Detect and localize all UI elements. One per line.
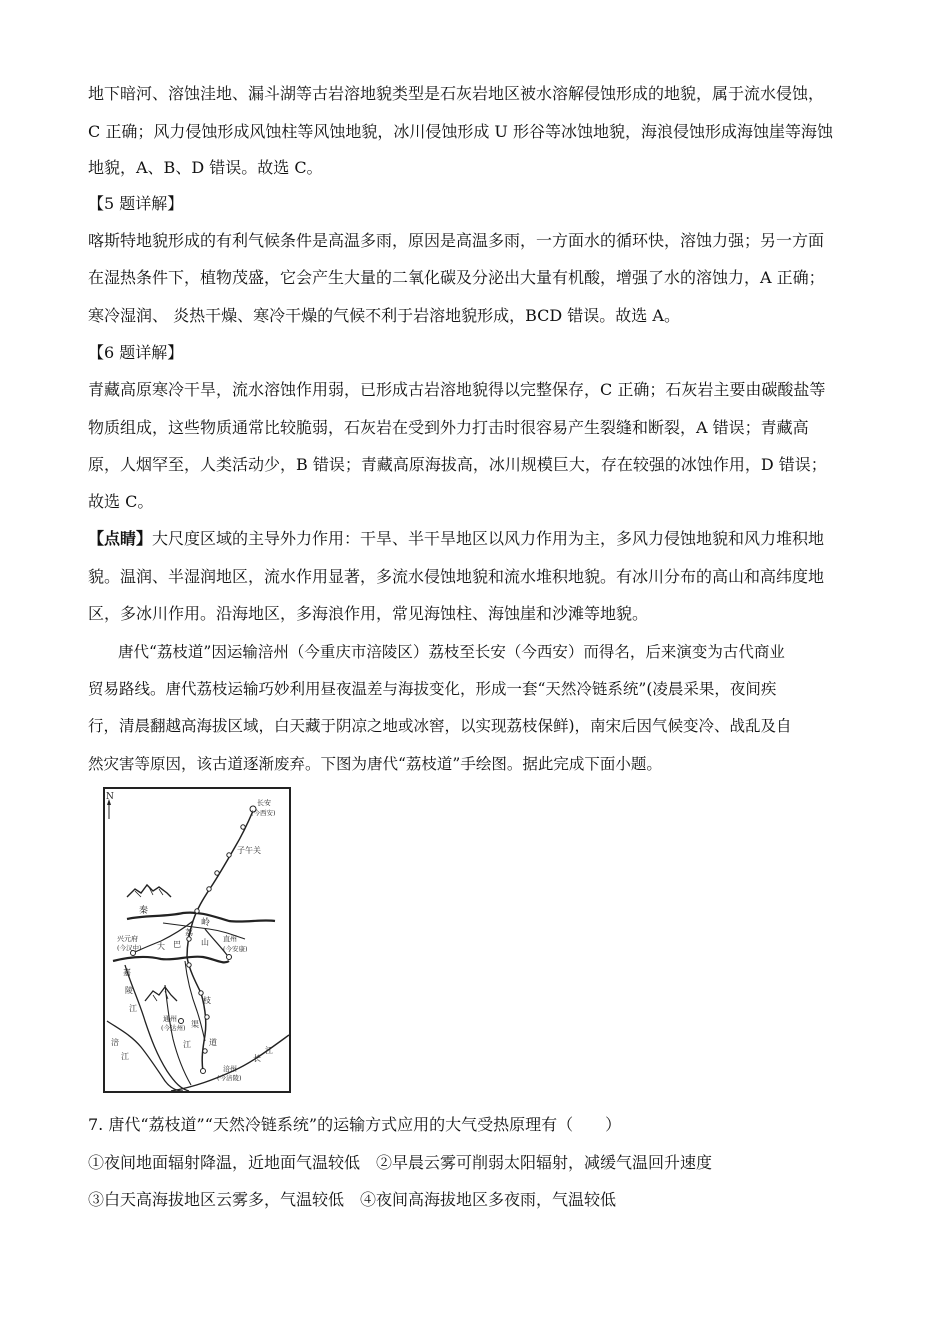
question-options: ①夜间地面辐射降温，近地面气温较低 ②早晨云雾可削弱太阳辐射，减缓气温回升速度: [88, 1153, 713, 1172]
label-ba: 巴: [173, 940, 181, 949]
section-heading: 【6 题详解】: [88, 343, 184, 362]
label-xingyuanfu: 兴元府: [117, 935, 138, 943]
label-chang: 长: [253, 1054, 261, 1063]
label-da: 大: [157, 942, 165, 951]
paragraph-line: 区，多冰川作用。沿海地区，多海浪作用，常见海蚀柱、海蚀崖和沙滩等地貌。: [88, 604, 649, 623]
mountain-icon: [145, 987, 177, 1001]
label-ling: 岭: [201, 918, 211, 928]
label-shan: 山: [201, 938, 209, 947]
lizhi-road-map: [103, 787, 291, 1093]
daba-ridge: [113, 957, 229, 963]
question-stem: 7. 唐代“荔枝道”“天然冷链系统”的运输方式应用的大气受热原理有（ ）: [88, 1115, 622, 1134]
paragraph-line: 地貌，A、B、D 错误。故选 C。: [88, 158, 323, 177]
station: [203, 1049, 207, 1053]
label-jia: 嘉: [123, 968, 131, 977]
label-xingyuanfu-now: (今汉中): [117, 944, 142, 952]
label-tongzhou-now: (今达州): [161, 1024, 186, 1032]
label-zhizhou: 直州: [223, 935, 237, 943]
label-ziwuguan: 子午关: [237, 846, 261, 855]
paragraph-line: 青藏高原寒冷干旱，流水溶蚀作用弱，已形成古岩溶地貌得以完整保存，C 正确；石灰岩主要由碳酸盐等: [88, 380, 826, 399]
label-zhizhou-now: (今安康): [223, 945, 248, 953]
tributary-river: [185, 961, 205, 1041]
label-dao: 道: [209, 1038, 217, 1047]
label-changan-now: (今西安): [251, 809, 276, 817]
station: [187, 937, 191, 941]
intro-line: 唐代“荔枝道”因运输涪州（今重庆市涪陵区）荔枝至长安（今西安）而得名，后来演变为古代商业: [118, 643, 785, 661]
north-label: N: [106, 792, 114, 802]
station: [241, 825, 245, 829]
map-drawing: [105, 789, 289, 1091]
label-jiang1: 江: [129, 1004, 137, 1013]
station: [205, 1015, 209, 1019]
paragraph-line: 地下暗河、溶蚀洼地、漏斗湖等古岩溶地貌类型是石灰岩地区被水溶解侵蚀形成的地貌，属于流水侵蚀，: [88, 84, 825, 103]
section-heading: 【5 题详解】: [88, 194, 184, 213]
paragraph-line: 物质组成，这些物质通常比较脆弱，石灰岩在受到外力打击时很容易产生裂缝和断裂，A 错误；青藏高: [88, 418, 809, 437]
label-jiang3: 江: [265, 1046, 273, 1055]
paragraph-line: 貌。温润、半湿润地区，流水作用显著，多流水侵蚀地貌和流水堆积地貌。有冰川分布的高山和高纬度地: [88, 567, 825, 586]
tip-text: 大尺度区域的主导外力作用：干旱、半干旱地区以风力作用为主，多风力侵蚀地貌和风力堆积地: [152, 529, 825, 548]
question-options: ③白天高海拔地区云雾多，气温较低 ④夜间高海拔地区多夜雨，气温较低: [88, 1190, 617, 1209]
station: [187, 963, 191, 967]
tip-line: [88, 529, 824, 549]
label-fuzhou-now: (今涪陵): [217, 1074, 242, 1082]
label-fuzhou: 涪州: [223, 1065, 237, 1073]
tip-tag: 【点睛】: [88, 529, 153, 548]
qujiang-river: [165, 985, 191, 1085]
station: [215, 871, 219, 875]
label-fu: 涪: [111, 1038, 119, 1047]
station: [199, 991, 203, 995]
paragraph-line: 原，人烟罕至，人类活动少，B 错误；青藏高原海拔高，冰川规模巨大，存在较强的冰蚀作用，D 错误；: [88, 455, 827, 474]
paragraph-line: C 正确；风力侵蚀形成风蚀柱等风蚀地貌，冰川侵蚀形成 U 形谷等冰蚀地貌，海浪侵蚀形成海蚀崖等海蚀: [88, 122, 833, 141]
paragraph-line: 喀斯特地貌形成的有利气候条件是高温多雨，原因是高温多雨，一方面水的循环快，溶蚀力强；另一方面: [88, 231, 825, 250]
paragraph-line: 故选 C。: [88, 492, 154, 511]
mountain-icon: [127, 885, 171, 897]
paragraph-line: 寒冷湿润、 炎热干燥、寒冷干燥的气候不利于岩溶地貌形成，BCD 错误。故选 A。: [88, 306, 680, 325]
label-jiang4: 江: [121, 1052, 129, 1061]
intro-line: 然灾害等原因，该古道逐渐废弃。下图为唐代“荔枝道”手绘图。据此完成下面小题。: [88, 755, 662, 773]
paragraph-line: 在湿热条件下，植物茂盛，它会产生大量的二氧化碳及分泌出大量有机酸，增强了水的溶蚀力，A 正确；: [88, 268, 825, 287]
label-qu: 渠: [191, 1020, 199, 1029]
station: [195, 909, 199, 913]
station-tongzhou: [179, 1019, 184, 1024]
station-zhizhou: [227, 955, 232, 960]
label-zhi: 枝: [203, 996, 211, 1005]
label-jiang2: 江: [183, 1040, 191, 1049]
label-qin: 秦: [139, 906, 149, 916]
intro-line: 贸易路线。唐代荔枝运输巧妙利用昼夜温差与海拔变化，形成一套“天然冷链系统”(凌晨采果，夜间疾: [88, 680, 777, 698]
label-ling2: 陵: [125, 986, 133, 995]
station: [227, 853, 231, 857]
label-li: 荔: [185, 928, 193, 937]
intro-line: 行，清晨翻越高海拔区域，白天藏于阴凉之地或冰窖，以实现荔枝保鲜)，南宋后因气候变冷、战乱及自: [88, 717, 792, 735]
station-fuzhou: [201, 1069, 206, 1074]
station: [207, 887, 211, 891]
label-tongzhou: 通州: [163, 1015, 177, 1023]
label-changan: 长安: [257, 799, 271, 807]
